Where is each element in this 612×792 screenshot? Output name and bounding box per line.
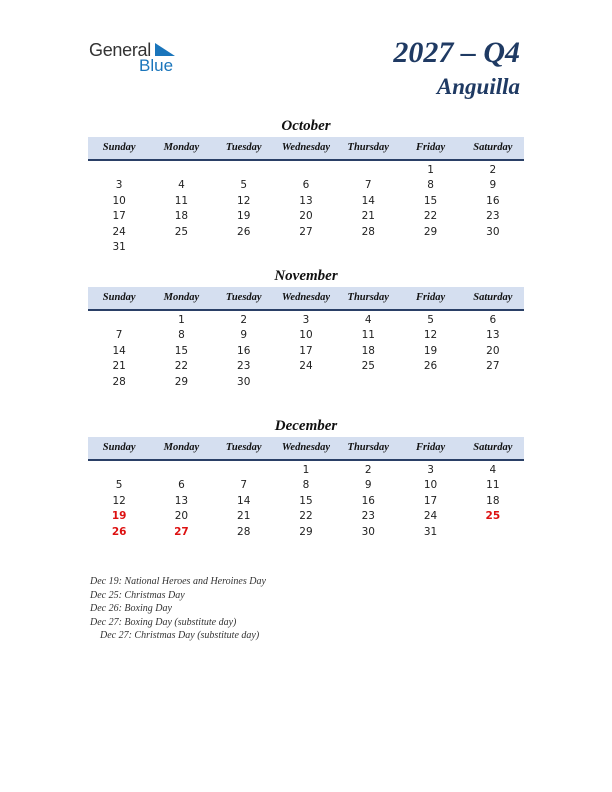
day-cell: 25 — [485, 510, 501, 523]
day-cell: 4 — [489, 464, 497, 476]
day-cell: 12 — [423, 329, 438, 342]
day-cell: 5 — [240, 179, 248, 192]
day-cell — [150, 390, 212, 405]
week-row — [88, 478, 524, 493]
day-cell: 6 — [489, 314, 497, 326]
weekday-label: Monday — [163, 142, 200, 153]
day-cell: 13 — [486, 329, 500, 342]
day-cell: 11 — [361, 329, 375, 342]
day-cell: 19 — [111, 510, 127, 523]
day-cell: 5 — [115, 479, 123, 492]
weekday-label: Sunday — [102, 442, 136, 453]
logo — [89, 40, 189, 76]
weekday-header — [88, 437, 524, 461]
day-cell — [275, 163, 337, 178]
day-cell — [275, 240, 337, 255]
day-cell: 15 — [423, 194, 438, 207]
day-cell — [150, 463, 212, 478]
day-cell: 10 — [423, 479, 438, 492]
day-cell: 7 — [364, 179, 372, 192]
week-row — [88, 375, 524, 390]
day-cell — [399, 390, 461, 405]
day-cell: 20 — [174, 510, 189, 523]
weekday-label: Wednesday — [281, 442, 331, 453]
holiday-note: Dec 27: Christmas Day (substitute day) — [100, 630, 260, 641]
day-cell: 8 — [302, 479, 310, 492]
day-cell: 2 — [240, 314, 248, 326]
day-cell: 17 — [423, 494, 438, 507]
day-cell — [337, 375, 399, 390]
day-cell — [88, 540, 150, 555]
day-cell: 26 — [111, 525, 127, 538]
day-cell: 21 — [361, 210, 375, 223]
day-cell: 9 — [364, 479, 372, 492]
day-cell: 9 — [489, 179, 497, 192]
weekday-label: Thursday — [347, 292, 389, 303]
day-cell — [150, 163, 212, 178]
day-cell — [337, 240, 399, 255]
day-cell: 6 — [178, 479, 185, 492]
day-cell — [399, 375, 461, 390]
day-cell: 2 — [489, 164, 497, 176]
day-cell — [213, 540, 275, 555]
day-cell: 27 — [299, 225, 313, 238]
day-cell: 25 — [361, 360, 375, 373]
day-cell: 3 — [427, 464, 434, 476]
month-october — [88, 116, 524, 255]
day-cell: 29 — [174, 375, 189, 388]
day-cell — [88, 313, 150, 328]
day-cell — [337, 163, 399, 178]
month-november — [88, 266, 524, 405]
day-cell: 25 — [174, 225, 189, 238]
holiday-note: Dec 27: Boxing Day (substitute day) — [90, 616, 237, 628]
logo-general-text: General — [89, 40, 151, 60]
day-cell — [399, 540, 461, 555]
day-cell: 28 — [112, 375, 126, 388]
day-cell: 3 — [302, 314, 310, 326]
weekday-header — [88, 287, 524, 311]
day-cell: 9 — [240, 329, 248, 342]
day-cell — [275, 390, 337, 405]
day-cell: 30 — [237, 375, 251, 388]
day-cell: 22 — [299, 510, 313, 523]
day-cell: 13 — [299, 194, 313, 207]
week-row — [88, 194, 524, 209]
day-cell: 27 — [486, 360, 500, 373]
logo-triangle-icon — [155, 43, 175, 56]
week-row — [88, 463, 524, 478]
week-row — [88, 525, 524, 540]
day-cell: 7 — [240, 479, 248, 492]
month-title: October — [281, 118, 331, 134]
day-cell — [337, 540, 399, 555]
day-cell — [213, 390, 275, 405]
day-cell: 26 — [423, 360, 438, 373]
day-cell: 18 — [486, 494, 500, 507]
week-row — [88, 344, 524, 359]
week-row — [88, 163, 524, 178]
day-cell: 12 — [237, 194, 251, 207]
week-row — [88, 313, 524, 328]
day-cell: 27 — [174, 525, 189, 538]
holiday-note: Dec 19: National Heroes and Heroines Day — [90, 576, 266, 587]
day-cell: 23 — [361, 510, 375, 523]
day-cell: 23 — [486, 210, 500, 223]
weekday-label: Saturday — [473, 142, 513, 153]
day-cell: 5 — [427, 314, 434, 326]
day-cell: 28 — [237, 525, 251, 538]
day-cell: 2 — [364, 464, 372, 476]
day-cell: 24 — [299, 360, 313, 373]
weekday-label: Tuesday — [225, 142, 262, 153]
day-cell — [462, 525, 524, 540]
day-cell — [88, 463, 150, 478]
day-cell: 21 — [237, 510, 251, 523]
month-title: November — [274, 268, 338, 284]
day-cell: 17 — [299, 344, 313, 357]
week-row — [88, 494, 524, 509]
day-cell: 28 — [361, 225, 375, 238]
day-cell — [462, 240, 524, 255]
holiday-note: Dec 26: Boxing Day — [90, 603, 172, 614]
weekday-label: Wednesday — [281, 292, 331, 303]
holiday-notes — [90, 575, 266, 643]
weekday-label: Saturday — [473, 442, 513, 453]
day-cell: 24 — [112, 225, 126, 238]
day-cell: 16 — [486, 194, 500, 207]
day-cell: 7 — [115, 329, 123, 342]
day-cell: 19 — [237, 210, 251, 223]
day-cell: 20 — [299, 210, 313, 223]
weekday-label: Tuesday — [225, 442, 262, 453]
day-cell: 31 — [423, 525, 438, 538]
month-december — [88, 416, 524, 555]
day-cell: 4 — [178, 179, 185, 192]
day-cell: 24 — [423, 510, 438, 523]
day-cell — [88, 163, 150, 178]
day-cell: 30 — [486, 225, 500, 238]
day-cell — [150, 240, 212, 255]
day-cell: 11 — [486, 479, 500, 492]
week-row — [88, 240, 524, 255]
day-cell: 1 — [178, 314, 185, 326]
day-cell — [213, 463, 275, 478]
day-cell: 4 — [364, 314, 372, 326]
day-cell: 22 — [423, 210, 438, 223]
month-title: December — [274, 418, 338, 434]
day-cell: 11 — [174, 194, 189, 207]
day-cell — [150, 540, 212, 555]
day-cell: 10 — [112, 194, 126, 207]
day-cell: 20 — [486, 344, 500, 357]
weekday-label: Thursday — [347, 442, 389, 453]
day-cell: 18 — [361, 344, 375, 357]
day-cell — [275, 375, 337, 390]
day-cell: 14 — [237, 494, 251, 507]
week-row — [88, 390, 524, 405]
day-cell: 23 — [237, 360, 251, 373]
day-cell: 16 — [361, 494, 375, 507]
day-cell: 17 — [112, 210, 126, 223]
day-cell — [462, 390, 524, 405]
day-cell — [275, 540, 337, 555]
weekday-label: Monday — [163, 442, 200, 453]
weekday-label: Friday — [415, 142, 446, 153]
day-cell: 15 — [174, 344, 189, 357]
day-cell: 1 — [427, 164, 434, 176]
day-cell: 29 — [423, 225, 438, 238]
day-cell: 13 — [174, 494, 189, 507]
day-cell: 30 — [361, 525, 375, 538]
week-row — [88, 209, 524, 224]
weekday-label: Sunday — [102, 292, 136, 303]
day-cell: 14 — [112, 344, 126, 357]
page-subtitle: Anguilla — [436, 74, 520, 99]
day-cell — [88, 390, 150, 405]
day-cell: 8 — [178, 329, 185, 342]
day-cell: 16 — [237, 344, 251, 357]
day-cell: 26 — [237, 225, 251, 238]
logo-blue-text: Blue — [139, 56, 174, 75]
week-row — [88, 540, 524, 555]
day-cell: 8 — [427, 179, 434, 192]
day-cell: 22 — [174, 360, 189, 373]
weekday-label: Thursday — [347, 142, 389, 153]
day-cell: 10 — [299, 329, 313, 342]
weekday-label: Friday — [415, 442, 446, 453]
day-cell — [462, 375, 524, 390]
day-cell — [462, 540, 524, 555]
day-cell: 31 — [112, 240, 126, 253]
holiday-note: Dec 25: Christmas Day — [90, 589, 185, 601]
page-title: 2027 – Q4 — [393, 36, 520, 69]
week-row — [88, 328, 524, 343]
day-cell: 21 — [112, 360, 126, 373]
day-cell — [337, 390, 399, 405]
weekday-label: Monday — [163, 292, 200, 303]
weekday-header — [88, 137, 524, 161]
day-cell: 18 — [174, 210, 189, 223]
weekday-label: Wednesday — [281, 142, 331, 153]
day-cell — [213, 240, 275, 255]
day-cell — [213, 163, 275, 178]
day-cell: 15 — [299, 494, 313, 507]
week-row — [88, 509, 524, 524]
day-cell: 3 — [115, 179, 123, 192]
week-row — [88, 225, 524, 240]
weekday-label: Friday — [415, 292, 446, 303]
day-cell: 1 — [302, 464, 310, 476]
weekday-label: Sunday — [102, 142, 136, 153]
day-cell: 29 — [299, 525, 313, 538]
day-cell: 19 — [423, 344, 438, 357]
week-row — [88, 359, 524, 374]
day-cell — [399, 240, 461, 255]
weekday-label: Tuesday — [225, 292, 262, 303]
day-cell: 14 — [361, 194, 375, 207]
day-cell: 12 — [112, 494, 126, 507]
week-row — [88, 178, 524, 193]
weekday-label: Saturday — [473, 292, 513, 303]
day-cell: 6 — [302, 179, 310, 192]
